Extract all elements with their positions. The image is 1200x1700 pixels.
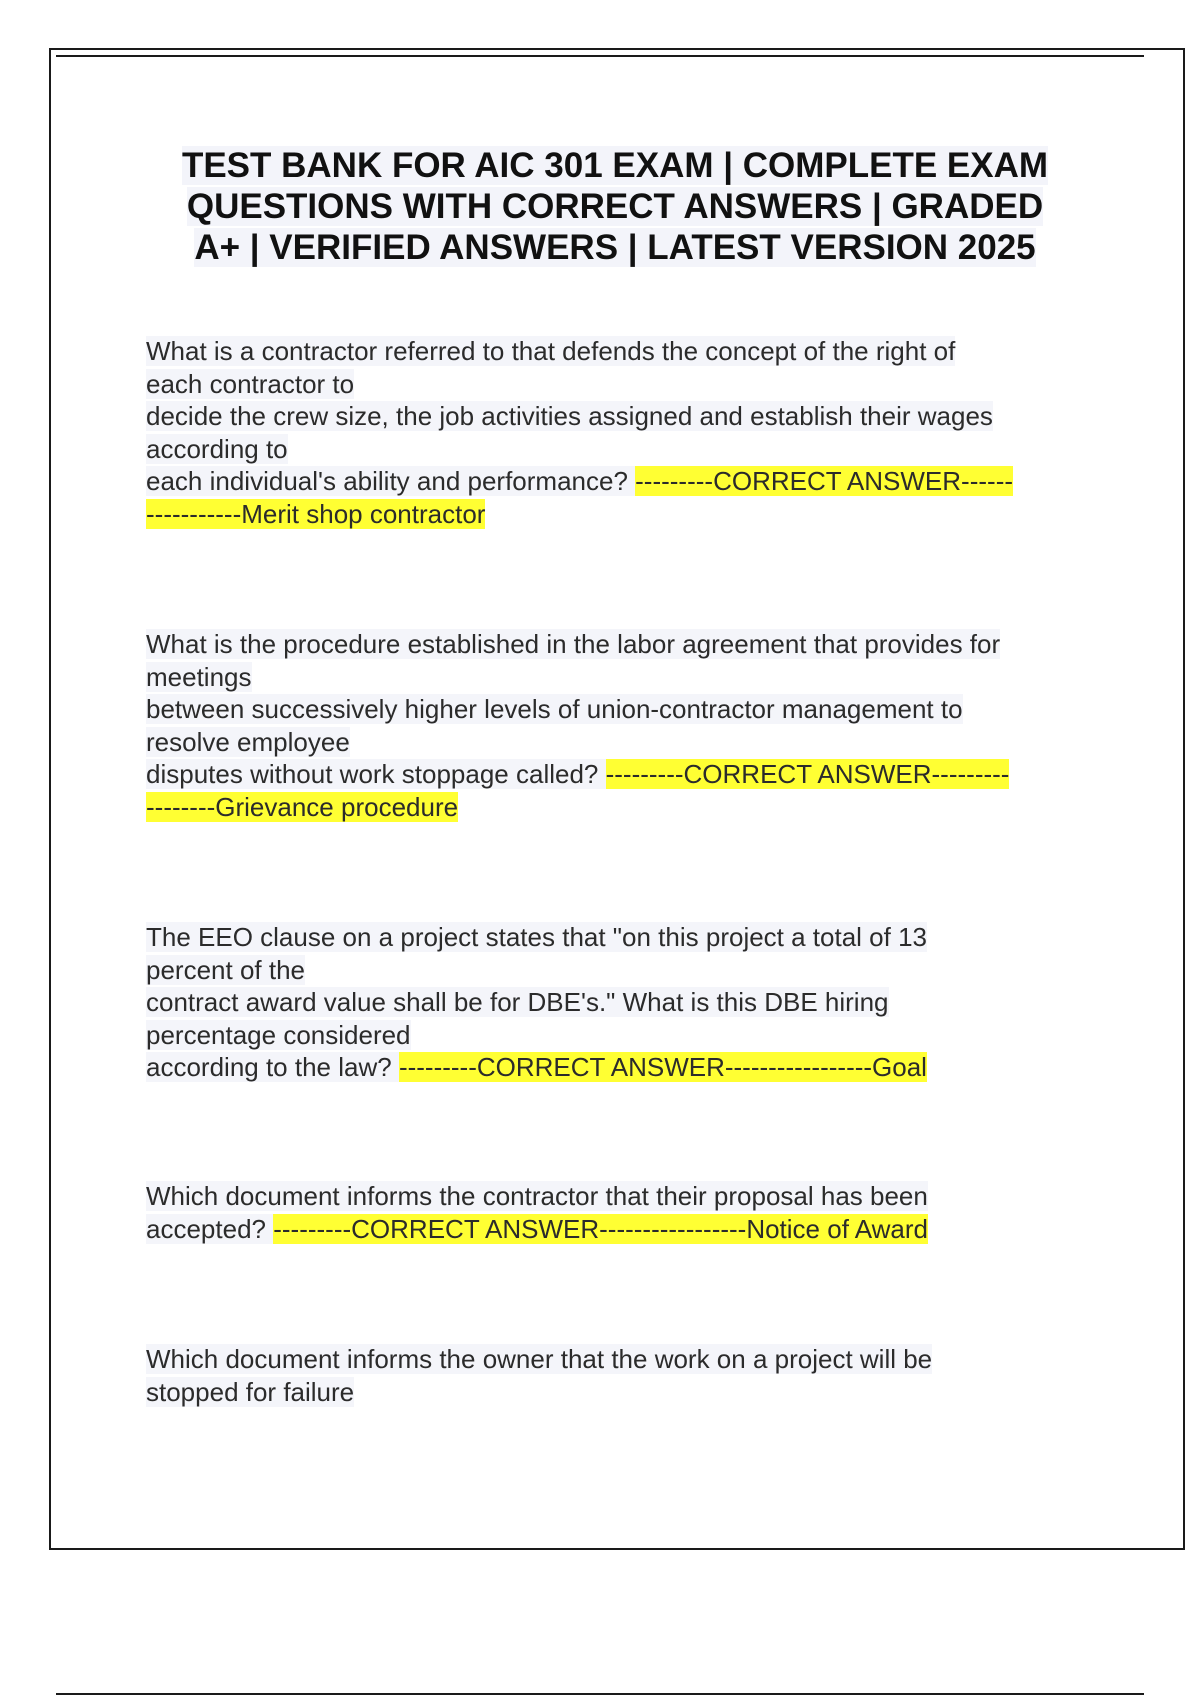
question-line: Which document informs the owner that the work on a project will be — [146, 1344, 933, 1374]
document-title — [120, 145, 1110, 268]
correct-answer-highlight: -----------Merit shop contractor — [146, 498, 486, 529]
question-line: The EEO clause on a project states that "on this project a total of 13 — [146, 922, 928, 952]
question-block-3 — [146, 921, 1106, 1084]
answer-line — [146, 498, 1106, 531]
question-line: decide the crew size, the job activities assigned and establish their wages — [146, 401, 993, 431]
question-line: What is the procedure established in the labor agreement that provides for — [146, 629, 1001, 659]
question-line: accepted? ---------CORRECT ANSWER-----------------Notice of Award — [146, 1213, 928, 1244]
question-line: disputes without work stoppage called? ---------CORRECT ANSWER--------- — [146, 759, 1010, 789]
top-rule — [56, 55, 1144, 57]
correct-answer-highlight: ---------CORRECT ANSWER------ — [635, 466, 1014, 496]
question-line: each individual's ability and performance? ---------CORRECT ANSWER------ — [146, 466, 1014, 496]
question-line: percentage considered — [146, 1019, 411, 1050]
title-line: A+ | VERIFIED ANSWERS | LATEST VERSION 2025 — [194, 228, 1036, 267]
question-line: according to the law? ---------CORRECT ANSWER-----------------Goal — [146, 1052, 927, 1082]
correct-answer-highlight: ---------CORRECT ANSWER-----------------Notice of Award — [273, 1213, 928, 1244]
answer-line — [146, 791, 1106, 824]
title-line: QUESTIONS WITH CORRECT ANSWERS | GRADED — [186, 187, 1044, 226]
question-line: What is a contractor referred to that defends the concept of the right of — [146, 336, 956, 366]
question-line: Which document informs the contractor that their proposal has been — [146, 1181, 928, 1211]
correct-answer-highlight: --------Grievance procedure — [146, 791, 459, 822]
question-block-2 — [146, 628, 1106, 823]
bottom-rule — [56, 1693, 1144, 1695]
question-line: contract award value shall be for DBE's." What is this DBE hiring — [146, 987, 889, 1017]
question-line: each contractor to — [146, 368, 355, 399]
question-line: meetings — [146, 661, 252, 692]
question-block-1 — [146, 335, 1106, 530]
question-block-4 — [146, 1180, 1106, 1245]
correct-answer-highlight: ---------CORRECT ANSWER--------- — [605, 759, 1010, 789]
question-line: resolve employee — [146, 726, 350, 757]
question-line: percent of the — [146, 954, 305, 985]
question-line: according to — [146, 433, 288, 464]
correct-answer-highlight: ---------CORRECT ANSWER-----------------Goal — [398, 1052, 927, 1082]
question-line: between successively higher levels of union-contractor management to — [146, 694, 963, 724]
question-block-5 — [146, 1343, 1106, 1408]
title-line: TEST BANK FOR AIC 301 EXAM | COMPLETE EXAM — [181, 146, 1049, 185]
question-line: stopped for failure — [146, 1376, 355, 1407]
